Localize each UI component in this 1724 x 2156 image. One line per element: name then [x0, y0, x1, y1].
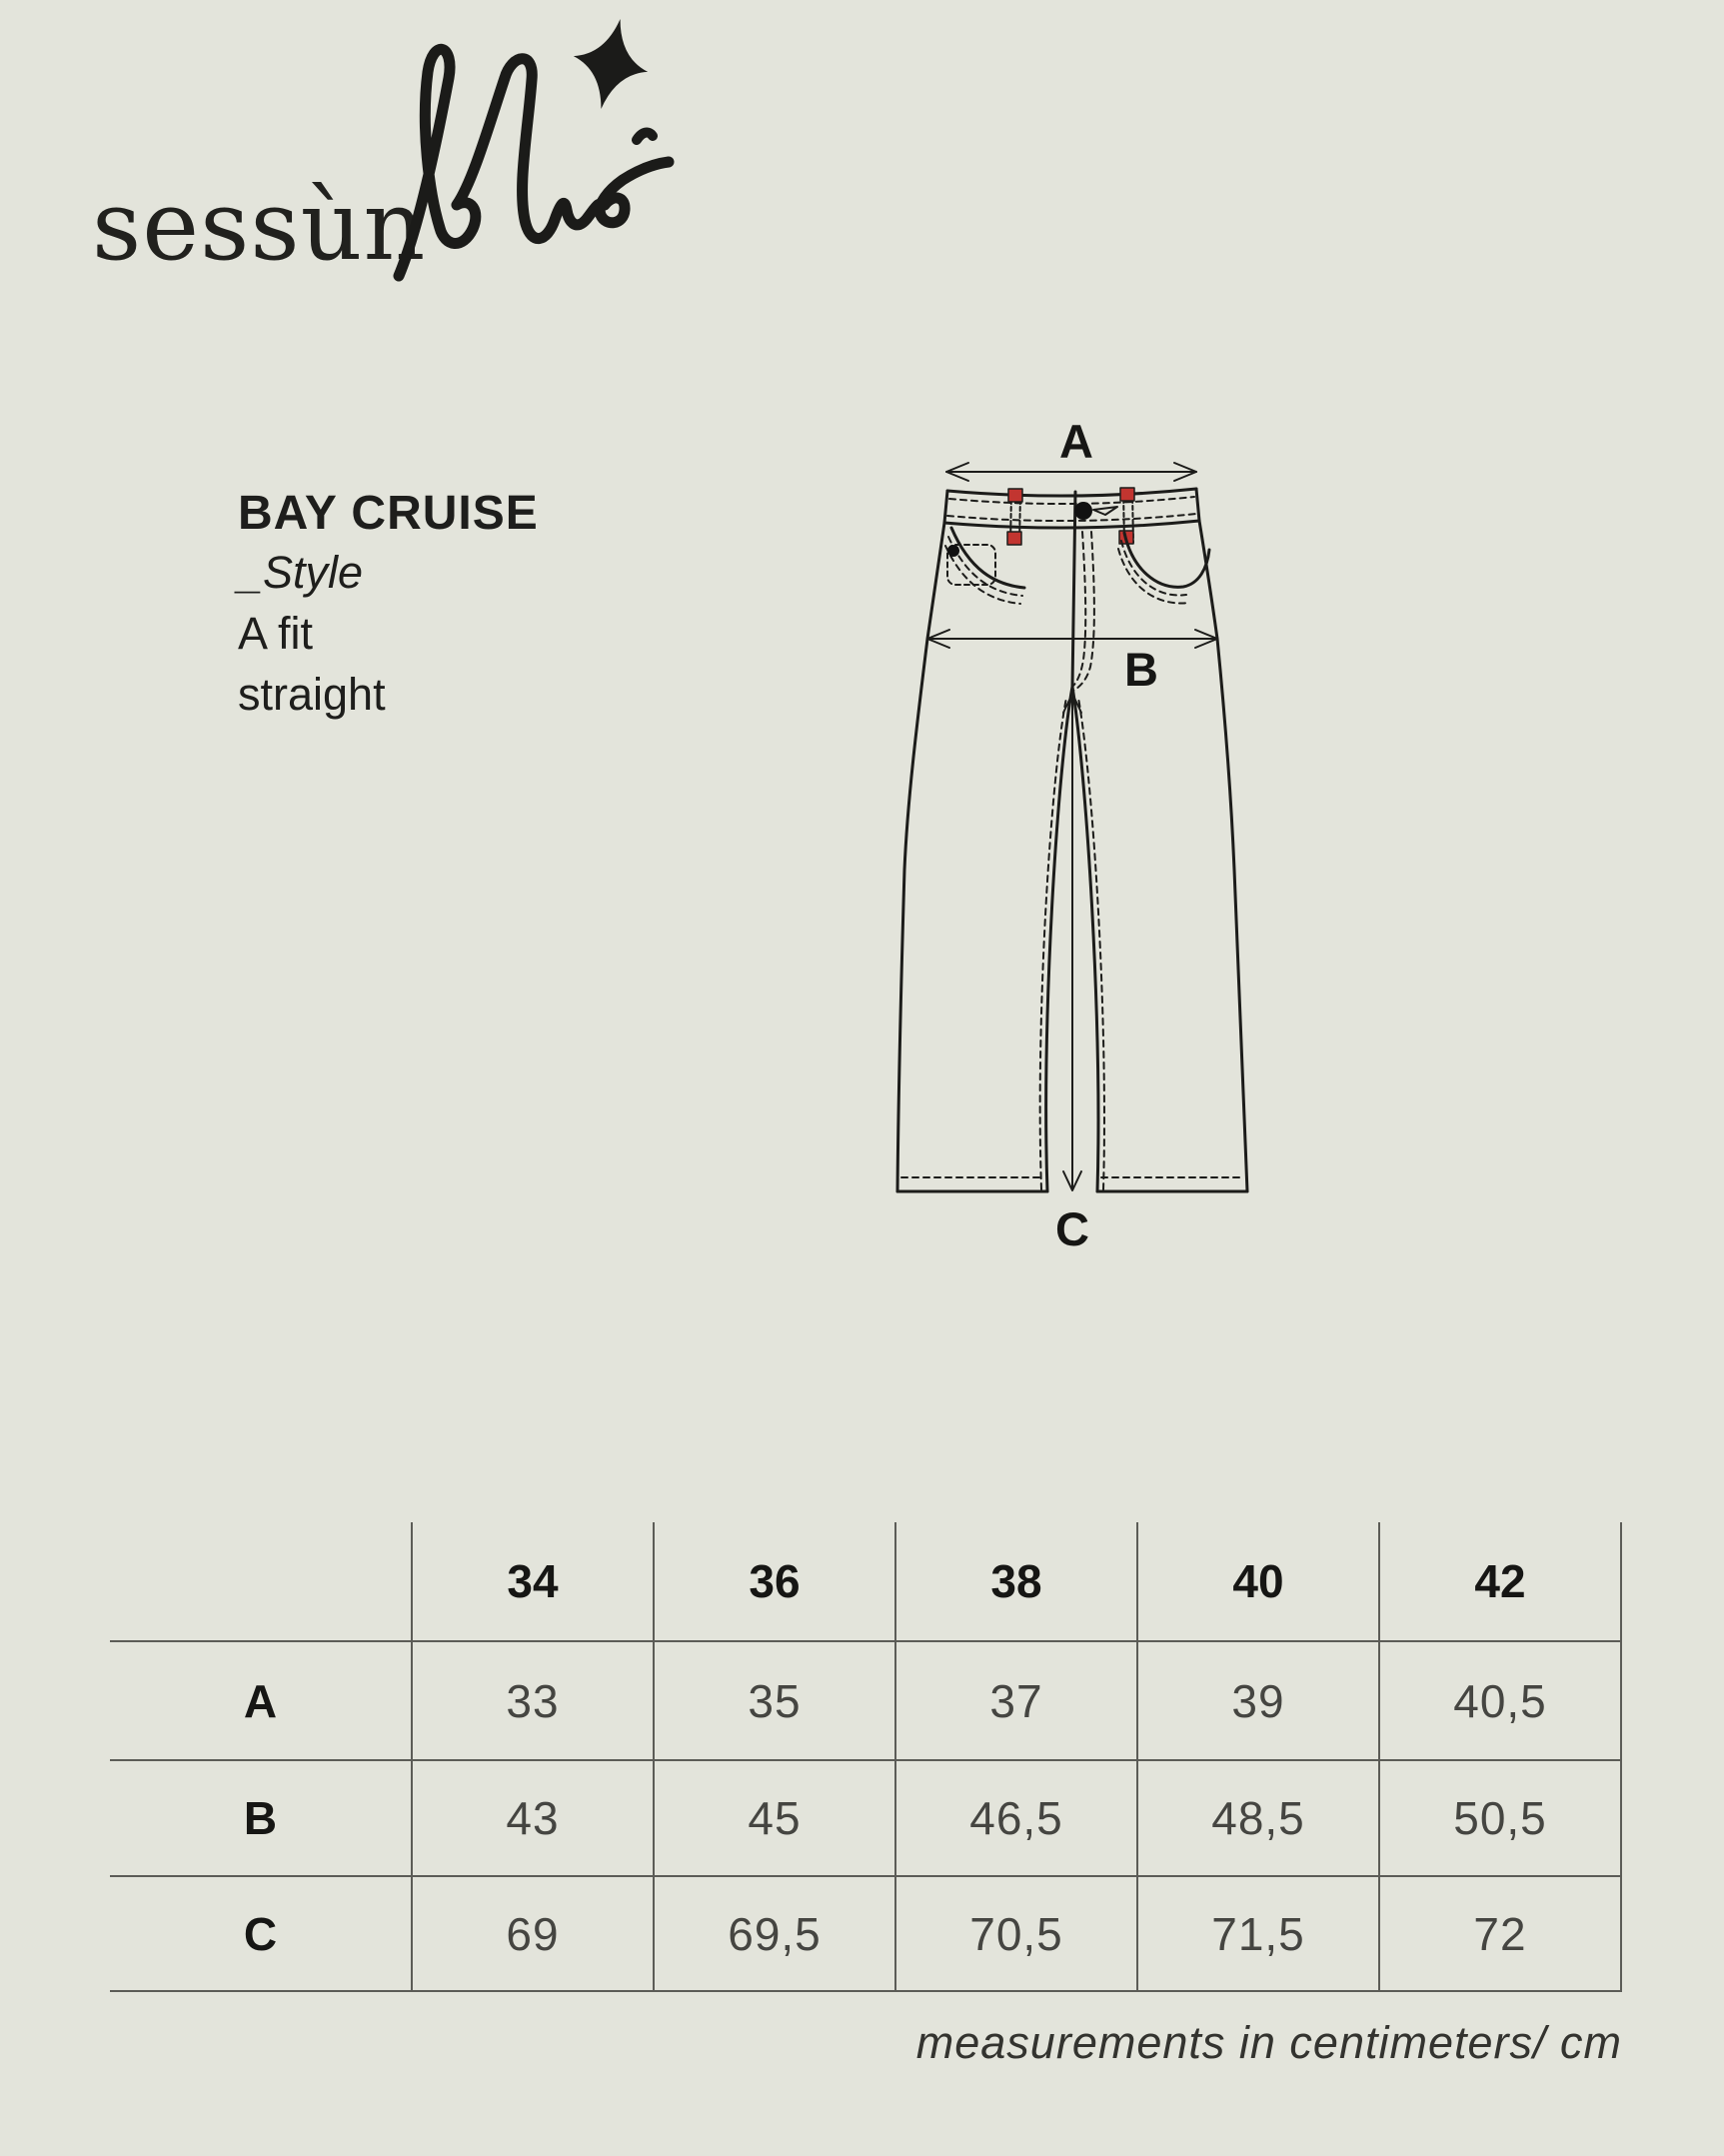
belt-loop-right	[1119, 488, 1134, 544]
sparkle-icon	[564, 14, 657, 117]
measurement-cell: 37	[896, 1642, 1138, 1761]
product-info	[238, 486, 539, 725]
coin-pocket	[947, 545, 995, 585]
product-style-label: _Style	[238, 547, 364, 598]
measurement-cell: 71,5	[1138, 1877, 1380, 1992]
size-column-header: 42	[1380, 1522, 1622, 1642]
measurement-cell: 46,5	[896, 1761, 1138, 1877]
row-label: B	[110, 1761, 413, 1877]
row-label: C	[110, 1877, 413, 1992]
blue-script-logo	[385, 14, 695, 304]
product-name: BAY CRUISE	[238, 487, 539, 540]
measurement-cell: 70,5	[896, 1877, 1138, 1992]
measurement-cell: 43	[413, 1761, 655, 1877]
label-hip: B	[1124, 643, 1158, 696]
jeans-diagram	[869, 420, 1309, 1259]
blue-script-stroke	[399, 49, 669, 276]
brand-wordmark: sessùn	[92, 170, 427, 282]
measurement-cell: 69	[413, 1877, 655, 1992]
product-cut: straight	[238, 669, 386, 720]
size-column-header: 34	[413, 1522, 655, 1642]
measurement-cell: 50,5	[1380, 1761, 1622, 1877]
size-column-header: 40	[1138, 1522, 1380, 1642]
waistband	[944, 489, 1199, 528]
belt-loop-left	[1007, 489, 1022, 545]
measurement-cell: 33	[413, 1642, 655, 1761]
row-label: A	[110, 1642, 413, 1761]
measurement-cell: 35	[655, 1642, 896, 1761]
measurement-cell: 48,5	[1138, 1761, 1380, 1877]
size-column-header: 38	[896, 1522, 1138, 1642]
measurement-cell: 69,5	[655, 1877, 896, 1992]
size-column-header: 36	[655, 1522, 896, 1642]
waistband-stitching	[947, 497, 1196, 521]
label-inseam: C	[1055, 1202, 1089, 1255]
measurement-cell: 45	[655, 1761, 896, 1877]
blue-script-accent	[637, 133, 653, 140]
measurement-cell: 39	[1138, 1642, 1380, 1761]
label-waist: A	[1059, 420, 1093, 468]
waist-button	[1074, 502, 1092, 520]
product-fit: A fit	[238, 608, 314, 659]
measurement-cell: 40,5	[1380, 1642, 1622, 1761]
table-corner-cell	[110, 1522, 413, 1642]
size-table	[110, 1522, 1622, 1992]
measurement-unit-note: measurements in centimeters/ cm	[915, 2017, 1622, 2068]
buttonhole	[1093, 507, 1117, 515]
inseam-arrow	[1063, 694, 1081, 1190]
measurement-cell: 72	[1380, 1877, 1622, 1992]
